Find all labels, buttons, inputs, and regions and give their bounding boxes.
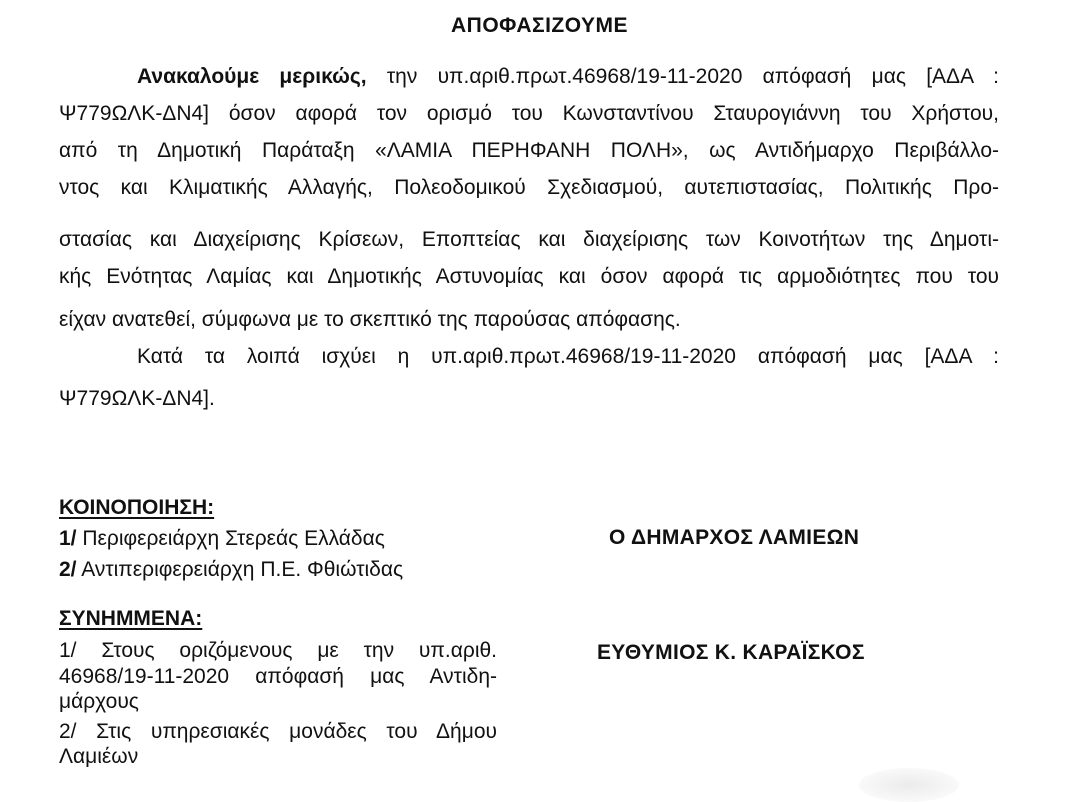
paragraph1-line-5: στασίας και Διαχείρισης Κρίσεων, Εποπτείας και διαχείρισης των Κοινοτήτων της Δημοτι- bbox=[59, 228, 999, 251]
paragraph1-line-2: Ψ779ΩΛΚ-ΔΝ4] όσον αφορά τον ορισμό του Κωνσταντίνου Σταυρογιάννη του Χρήστου, bbox=[59, 102, 999, 125]
notification-item-1: 1/ Περιφερειάρχη Στερεάς Ελλάδας bbox=[59, 527, 385, 550]
paragraph1-line-4: ντος και Κλιματικής Αλλαγής, Πολεοδομικού Σχεδιασμού, αυτεπιστασίας, Πολιτικής Προ- bbox=[59, 176, 999, 199]
attachment-line-2: 46968/19-11-2020 απόφασή μας Αντιδη- bbox=[59, 665, 497, 688]
attachment-line-3: μάρχους bbox=[59, 690, 139, 713]
paragraph1-line-7: είχαν ανατεθεί, σύμφωνα με το σκεπτικό της παρούσας απόφασης. bbox=[59, 308, 681, 331]
signature-title: Ο ΔΗΜΑΡΧΟΣ ΛΑΜΙΕΩΝ bbox=[609, 526, 860, 549]
attachment-line-5: Λαμιέων bbox=[59, 745, 139, 768]
paragraph1-line-3: από τη Δημοτική Παράταξη «ΛΑΜΙΑ ΠΕΡΗΦΑΝΗ ΠΟΛΗ», ως Αντιδήμαρχο Περιβάλλο- bbox=[59, 139, 999, 162]
revoke-bold-phrase: Ανακαλούμε μερικώς, bbox=[137, 65, 367, 88]
paragraph1-line-6: κής Ενότητας Λαμίας και Δημοτικής Αστυνομίας και όσον αφορά τις αρμοδιότητες που του bbox=[59, 265, 999, 288]
decision-heading: ΑΠΟΦΑΣΙΖΟΥΜΕ bbox=[450, 14, 629, 37]
paragraph2-line-2: Ψ779ΩΛΚ-ΔΝ4]. bbox=[59, 387, 215, 410]
signature-name: ΕΥΘΥΜΙΟΣ Κ. ΚΑΡΑΪΣΚΟΣ bbox=[597, 641, 865, 664]
paragraph2-line-1: Κατά τα λοιπά ισχύει η υπ.αριθ.πρωτ.46968/19-11-2020 απόφασή μας [ΑΔΑ : bbox=[137, 345, 999, 368]
notification-label: ΚΟΙΝΟΠΟΙΗΣΗ: bbox=[59, 496, 215, 519]
attachment-line-4: 2/ Στις υπηρεσιακές μονάδες του Δήμου bbox=[59, 720, 497, 743]
paragraph1-line-1: Ανακαλούμε μερικώς, την υπ.αριθ.πρωτ.46968/19-11-2020 απόφασή μας [ΑΔΑ : bbox=[137, 65, 999, 88]
notification-item-2: 2/ Αντιπεριφερειάρχη Π.Ε. Φθιώτιδας bbox=[59, 558, 404, 581]
page-shadow-decoration bbox=[859, 768, 959, 802]
attachments-label: ΣΥΝΗΜΜΕΝΑ: bbox=[59, 607, 203, 630]
attachment-line-1: 1/ Στους οριζόμενους με την υπ.αριθ. bbox=[59, 639, 497, 662]
